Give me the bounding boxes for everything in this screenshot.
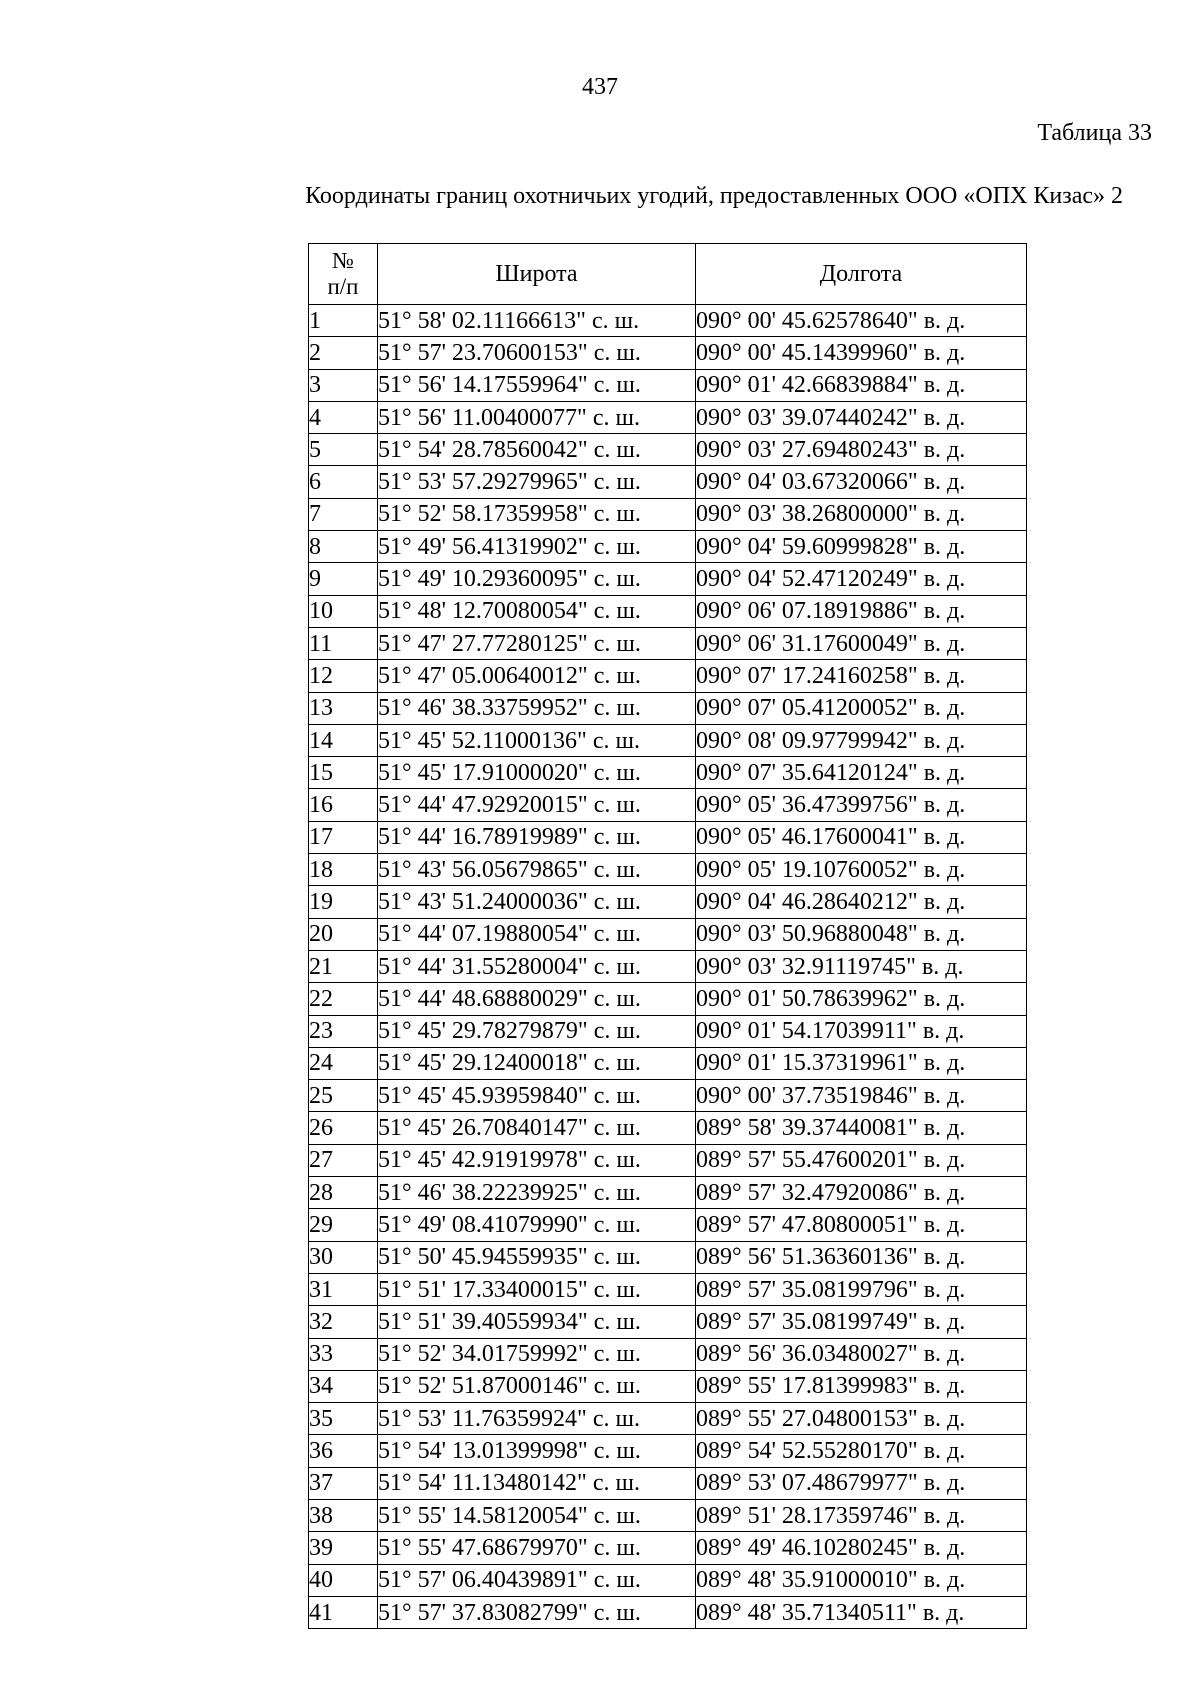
longitude-cell: 090° 04' 46.28640212" в. д. (696, 886, 1027, 918)
latitude-cell: 51° 45' 42.91919978" с. ш. (378, 1144, 696, 1176)
row-number: 9 (309, 563, 378, 595)
latitude-cell: 51° 54' 11.13480142" с. ш. (378, 1467, 696, 1499)
row-number: 1 (309, 305, 378, 337)
row-number: 18 (309, 854, 378, 886)
latitude-cell: 51° 57' 37.83082799" с. ш. (378, 1596, 696, 1628)
latitude-cell: 51° 44' 48.68880029" с. ш. (378, 983, 696, 1015)
table-row (309, 886, 1027, 918)
longitude-cell: 089° 49' 46.10280245" в. д. (696, 1532, 1027, 1564)
table-row (309, 1403, 1027, 1435)
coordinates-table (308, 243, 1027, 1629)
longitude-cell: 090° 07' 35.64120124" в. д. (696, 757, 1027, 789)
latitude-cell: 51° 54' 13.01399998" с. ш. (378, 1435, 696, 1467)
latitude-cell: 51° 47' 27.77280125" с. ш. (378, 627, 696, 659)
row-number: 12 (309, 660, 378, 692)
longitude-cell: 089° 51' 28.17359746" в. д. (696, 1499, 1027, 1531)
latitude-cell: 51° 47' 05.00640012" с. ш. (378, 660, 696, 692)
table-row (309, 1047, 1027, 1079)
latitude-cell: 51° 52' 51.87000146" с. ш. (378, 1370, 696, 1402)
table-row (309, 1596, 1027, 1628)
longitude-cell: 089° 48' 35.91000010" в. д. (696, 1564, 1027, 1596)
table-body (309, 305, 1027, 1629)
header-latitude: Широта (378, 244, 696, 305)
table-label: Таблица 33 (1037, 120, 1152, 146)
longitude-cell: 089° 54' 52.55280170" в. д. (696, 1435, 1027, 1467)
row-number: 34 (309, 1370, 378, 1402)
latitude-cell: 51° 44' 31.55280004" с. ш. (378, 950, 696, 982)
table-row (309, 627, 1027, 659)
row-number: 39 (309, 1532, 378, 1564)
table-row (309, 950, 1027, 982)
table-row (309, 1241, 1027, 1273)
row-number: 30 (309, 1241, 378, 1273)
longitude-cell: 090° 05' 36.47399756" в. д. (696, 789, 1027, 821)
latitude-cell: 51° 45' 29.78279879" с. ш. (378, 1015, 696, 1047)
row-number: 35 (309, 1403, 378, 1435)
longitude-cell: 090° 01' 50.78639962" в. д. (696, 983, 1027, 1015)
row-number: 10 (309, 595, 378, 627)
page-number: 437 (582, 74, 618, 100)
longitude-cell: 090° 06' 07.18919886" в. д. (696, 595, 1027, 627)
table-row (309, 1306, 1027, 1338)
table-row (309, 1080, 1027, 1112)
latitude-cell: 51° 43' 51.24000036" с. ш. (378, 886, 696, 918)
header-longitude: Долгота (696, 244, 1027, 305)
longitude-cell: 089° 57' 32.47920086" в. д. (696, 1177, 1027, 1209)
row-number: 21 (309, 950, 378, 982)
longitude-cell: 090° 03' 27.69480243" в. д. (696, 434, 1027, 466)
table-row (309, 821, 1027, 853)
table-row (309, 369, 1027, 401)
longitude-cell: 089° 48' 35.71340511" в. д. (696, 1596, 1027, 1628)
row-number: 26 (309, 1112, 378, 1144)
latitude-cell: 51° 55' 47.68679970" с. ш. (378, 1532, 696, 1564)
table-row (309, 1177, 1027, 1209)
header-number-abbr: п/п (327, 274, 359, 299)
latitude-cell: 51° 49' 08.41079990" с. ш. (378, 1209, 696, 1241)
row-number: 38 (309, 1499, 378, 1531)
longitude-cell: 090° 00' 45.14399960" в. д. (696, 337, 1027, 369)
longitude-cell: 089° 57' 55.47600201" в. д. (696, 1144, 1027, 1176)
latitude-cell: 51° 51' 17.33400015" с. ш. (378, 1273, 696, 1305)
row-number: 7 (309, 498, 378, 530)
latitude-cell: 51° 53' 57.29279965" с. ш. (378, 466, 696, 498)
latitude-cell: 51° 54' 28.78560042" с. ш. (378, 434, 696, 466)
latitude-cell: 51° 57' 06.40439891" с. ш. (378, 1564, 696, 1596)
table-row (309, 1112, 1027, 1144)
table-row (309, 1015, 1027, 1047)
row-number: 17 (309, 821, 378, 853)
table-row (309, 983, 1027, 1015)
header-number-symbol: № (332, 248, 354, 273)
table-row (309, 401, 1027, 433)
latitude-cell: 51° 48' 12.70080054" с. ш. (378, 595, 696, 627)
row-number: 16 (309, 789, 378, 821)
table-row (309, 660, 1027, 692)
latitude-cell: 51° 44' 07.19880054" с. ш. (378, 918, 696, 950)
longitude-cell: 089° 55' 17.81399983" в. д. (696, 1370, 1027, 1402)
table-row (309, 1144, 1027, 1176)
row-number: 27 (309, 1144, 378, 1176)
longitude-cell: 090° 05' 19.10760052" в. д. (696, 854, 1027, 886)
latitude-cell: 51° 52' 58.17359958" с. ш. (378, 498, 696, 530)
latitude-cell: 51° 45' 45.93959840" с. ш. (378, 1080, 696, 1112)
longitude-cell: 090° 00' 45.62578640" в. д. (696, 305, 1027, 337)
row-number: 5 (309, 434, 378, 466)
latitude-cell: 51° 51' 39.40559934" с. ш. (378, 1306, 696, 1338)
longitude-cell: 090° 01' 42.66839884" в. д. (696, 369, 1027, 401)
longitude-cell: 090° 03' 50.96880048" в. д. (696, 918, 1027, 950)
row-number: 33 (309, 1338, 378, 1370)
row-number: 15 (309, 757, 378, 789)
longitude-cell: 090° 01' 15.37319961" в. д. (696, 1047, 1027, 1079)
row-number: 20 (309, 918, 378, 950)
row-number: 41 (309, 1596, 378, 1628)
latitude-cell: 51° 46' 38.22239925" с. ш. (378, 1177, 696, 1209)
table-row (309, 724, 1027, 756)
row-number: 29 (309, 1209, 378, 1241)
longitude-cell: 090° 08' 09.97799942" в. д. (696, 724, 1027, 756)
row-number: 31 (309, 1273, 378, 1305)
longitude-cell: 090° 04' 03.67320066" в. д. (696, 466, 1027, 498)
longitude-cell: 089° 55' 27.04800153" в. д. (696, 1403, 1027, 1435)
table-row (309, 1273, 1027, 1305)
table-row (309, 305, 1027, 337)
row-number: 28 (309, 1177, 378, 1209)
table-row (309, 1467, 1027, 1499)
row-number: 13 (309, 692, 378, 724)
row-number: 11 (309, 627, 378, 659)
latitude-cell: 51° 49' 56.41319902" с. ш. (378, 531, 696, 563)
table-header (309, 244, 1027, 305)
latitude-cell: 51° 58' 02.11166613" с. ш. (378, 305, 696, 337)
latitude-cell: 51° 43' 56.05679865" с. ш. (378, 854, 696, 886)
table-row (309, 692, 1027, 724)
latitude-cell: 51° 56' 14.17559964" с. ш. (378, 369, 696, 401)
longitude-cell: 090° 03' 38.26800000" в. д. (696, 498, 1027, 530)
longitude-cell: 089° 57' 35.08199796" в. д. (696, 1273, 1027, 1305)
row-number: 14 (309, 724, 378, 756)
table-row (309, 595, 1027, 627)
table-row (309, 498, 1027, 530)
longitude-cell: 090° 03' 39.07440242" в. д. (696, 401, 1027, 433)
table-row (309, 918, 1027, 950)
row-number: 2 (309, 337, 378, 369)
longitude-cell: 090° 07' 05.41200052" в. д. (696, 692, 1027, 724)
latitude-cell: 51° 57' 23.70600153" с. ш. (378, 337, 696, 369)
header-row (309, 244, 1027, 305)
longitude-cell: 089° 57' 47.80800051" в. д. (696, 1209, 1027, 1241)
row-number: 40 (309, 1564, 378, 1596)
latitude-cell: 51° 45' 17.91000020" с. ш. (378, 757, 696, 789)
table-row (309, 1564, 1027, 1596)
table-row (309, 563, 1027, 595)
table-row (309, 531, 1027, 563)
table-row (309, 1499, 1027, 1531)
row-number: 37 (309, 1467, 378, 1499)
row-number: 4 (309, 401, 378, 433)
longitude-cell: 089° 56' 51.36360136" в. д. (696, 1241, 1027, 1273)
latitude-cell: 51° 44' 16.78919989" с. ш. (378, 821, 696, 853)
table-row (309, 1209, 1027, 1241)
latitude-cell: 51° 49' 10.29360095" с. ш. (378, 563, 696, 595)
table-row (309, 1435, 1027, 1467)
latitude-cell: 51° 45' 52.11000136" с. ш. (378, 724, 696, 756)
longitude-cell: 089° 56' 36.03480027" в. д. (696, 1338, 1027, 1370)
table-row (309, 434, 1027, 466)
latitude-cell: 51° 46' 38.33759952" с. ш. (378, 692, 696, 724)
longitude-cell: 090° 04' 52.47120249" в. д. (696, 563, 1027, 595)
row-number: 3 (309, 369, 378, 401)
row-number: 32 (309, 1306, 378, 1338)
table-row (309, 1370, 1027, 1402)
row-number: 19 (309, 886, 378, 918)
row-number: 23 (309, 1015, 378, 1047)
row-number: 24 (309, 1047, 378, 1079)
page-title: Координаты границ охотничьих угодий, предоставленных ООО «ОПХ Кизас» 2 (305, 183, 1123, 209)
latitude-cell: 51° 50' 45.94559935" с. ш. (378, 1241, 696, 1273)
header-number (309, 244, 378, 305)
table-row (309, 789, 1027, 821)
table-row (309, 1338, 1027, 1370)
longitude-cell: 089° 53' 07.48679977" в. д. (696, 1467, 1027, 1499)
table-row (309, 757, 1027, 789)
table-row (309, 1532, 1027, 1564)
latitude-cell: 51° 44' 47.92920015" с. ш. (378, 789, 696, 821)
longitude-cell: 089° 58' 39.37440081" в. д. (696, 1112, 1027, 1144)
latitude-cell: 51° 45' 29.12400018" с. ш. (378, 1047, 696, 1079)
latitude-cell: 51° 52' 34.01759992" с. ш. (378, 1338, 696, 1370)
longitude-cell: 090° 07' 17.24160258" в. д. (696, 660, 1027, 692)
longitude-cell: 089° 57' 35.08199749" в. д. (696, 1306, 1027, 1338)
longitude-cell: 090° 00' 37.73519846" в. д. (696, 1080, 1027, 1112)
table-row (309, 466, 1027, 498)
longitude-cell: 090° 06' 31.17600049" в. д. (696, 627, 1027, 659)
longitude-cell: 090° 03' 32.91119745" в. д. (696, 950, 1027, 982)
longitude-cell: 090° 04' 59.60999828" в. д. (696, 531, 1027, 563)
row-number: 25 (309, 1080, 378, 1112)
longitude-cell: 090° 05' 46.17600041" в. д. (696, 821, 1027, 853)
table-row (309, 854, 1027, 886)
latitude-cell: 51° 45' 26.70840147" с. ш. (378, 1112, 696, 1144)
row-number: 8 (309, 531, 378, 563)
row-number: 36 (309, 1435, 378, 1467)
latitude-cell: 51° 53' 11.76359924" с. ш. (378, 1403, 696, 1435)
latitude-cell: 51° 56' 11.00400077" с. ш. (378, 401, 696, 433)
row-number: 22 (309, 983, 378, 1015)
longitude-cell: 090° 01' 54.17039911" в. д. (696, 1015, 1027, 1047)
table-row (309, 337, 1027, 369)
row-number: 6 (309, 466, 378, 498)
latitude-cell: 51° 55' 14.58120054" с. ш. (378, 1499, 696, 1531)
